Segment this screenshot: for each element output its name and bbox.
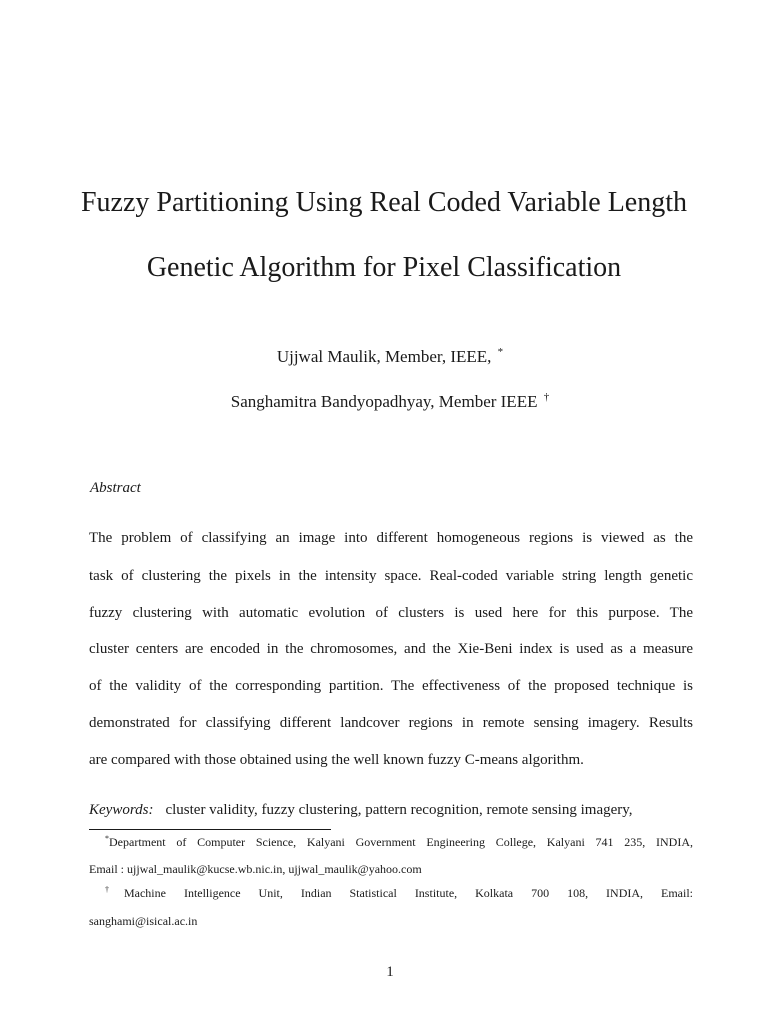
paper-title-line-2: Genetic Algorithm for Pixel Classification <box>146 252 622 283</box>
footnote-text: sanghami@isical.ac.in <box>89 914 198 928</box>
abstract-line: task of clustering the pixels in the intensity space. Real-coded variable string length genetic <box>89 568 693 584</box>
footnote-text: Department of Computer Science, Kalyani Government Engineering College, Kalyani 741 235, INDIA, <box>109 835 693 849</box>
page-number: 1 <box>386 964 394 980</box>
footnote-email-2 <box>89 913 693 929</box>
footnote-divider <box>89 829 331 830</box>
author-2 <box>0 386 768 413</box>
footnote-mark: † <box>105 885 124 894</box>
footnote-affiliation-2 <box>89 882 693 901</box>
author-2-name: Sanghamitra Bandyopadhyay, Member IEEE <box>230 392 538 411</box>
footnote-affiliation-1 <box>89 831 693 850</box>
abstract-line: fuzzy clustering with automatic evolution of clusters is used here for this purpose. The <box>89 605 693 621</box>
abstract-line: of the validity of the corresponding partition. The effectiveness of the proposed technique is <box>89 678 693 694</box>
footnote-mark: * <box>105 834 109 843</box>
footnote-text: Machine Intelligence Unit, Indian Statistical Institute, Kolkata 700 108, INDIA, Email: <box>123 886 694 900</box>
abstract-line: cluster centers are encoded in the chromosomes, and the Xie-Beni index is used as a measure <box>89 641 693 657</box>
keywords <box>89 800 693 820</box>
author-1-footnote-mark: * <box>497 346 504 358</box>
footnote-text: Email : ujjwal_maulik@kucse.wb.nic.in, ujjwal_maulik@yahoo.com <box>89 862 422 876</box>
footnote-email-1 <box>89 861 693 877</box>
keywords-text: cluster validity, fuzzy clustering, pattern recognition, remote sensing imagery, <box>165 802 633 818</box>
abstract-heading: Abstract <box>90 480 141 496</box>
abstract-line: The problem of classifying an image into different homogeneous regions is viewed as the <box>89 530 693 546</box>
author-2-footnote-mark: † <box>543 391 550 403</box>
author-1-name: Ujjwal Maulik, Member, IEEE, <box>276 347 492 366</box>
abstract-line: demonstrated for classifying different landcover regions in remote sensing imagery. Results <box>89 715 693 731</box>
keywords-label: Keywords: <box>89 802 154 818</box>
author-1 <box>0 341 768 368</box>
paper-title-line-1: Fuzzy Partitioning Using Real Coded Variable Length <box>80 187 688 218</box>
abstract-line: are compared with those obtained using the well known fuzzy C-means algorithm. <box>89 752 584 768</box>
